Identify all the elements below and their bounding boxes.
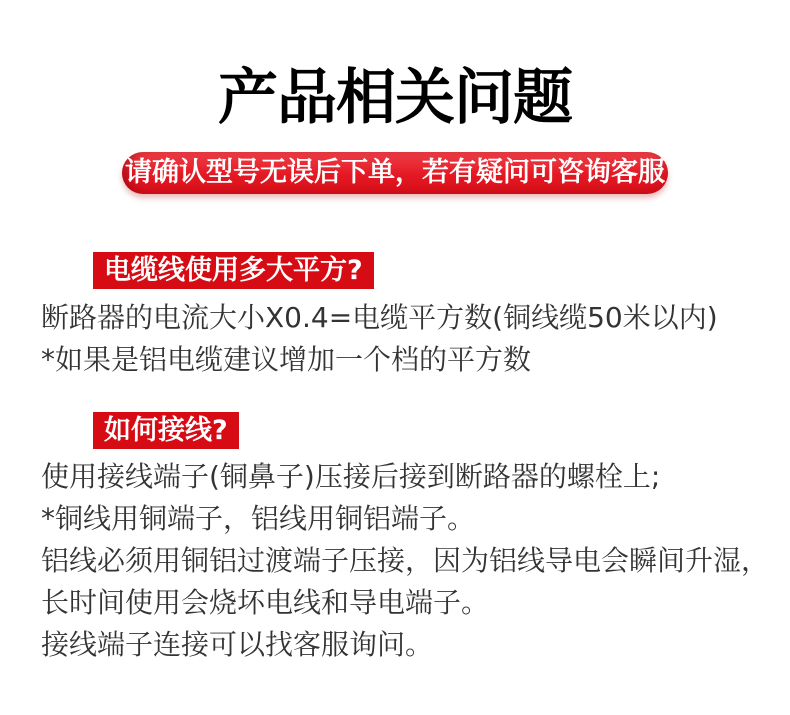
question-header-cable-size: 电缆线使用多大平方? <box>93 252 374 289</box>
answer-line: 铝线必须用铜铝过渡端子压接，因为铝线导电会瞬间升湿， <box>41 544 770 577</box>
answer-line: *如果是铝电缆建议增加一个档的平方数 <box>41 343 532 376</box>
page-title: 产品相关问题 <box>218 63 572 133</box>
question-header-how-to-wire: 如何接线? <box>93 412 239 449</box>
answer-block-how-to-wire <box>41 456 770 666</box>
answer-line: 长时间使用会烧坏电线和导电端子。 <box>41 586 490 619</box>
notice-banner <box>122 152 668 194</box>
answer-line: *铜线用铜端子，铝线用铜铝端子。 <box>41 502 476 535</box>
answer-line: 接线端子连接可以找客服询问。 <box>41 628 434 661</box>
answer-block-cable-size <box>41 297 770 381</box>
answer-line: 使用接线端子(铜鼻子)压接后接到断路器的螺栓上; <box>41 460 661 493</box>
notice-banner-text: 请确认型号无误后下单，若有疑问可咨询客服 <box>125 157 665 188</box>
answer-line: 断路器的电流大小X0.4=电缆平方数(铜线缆50米以内) <box>41 301 718 334</box>
